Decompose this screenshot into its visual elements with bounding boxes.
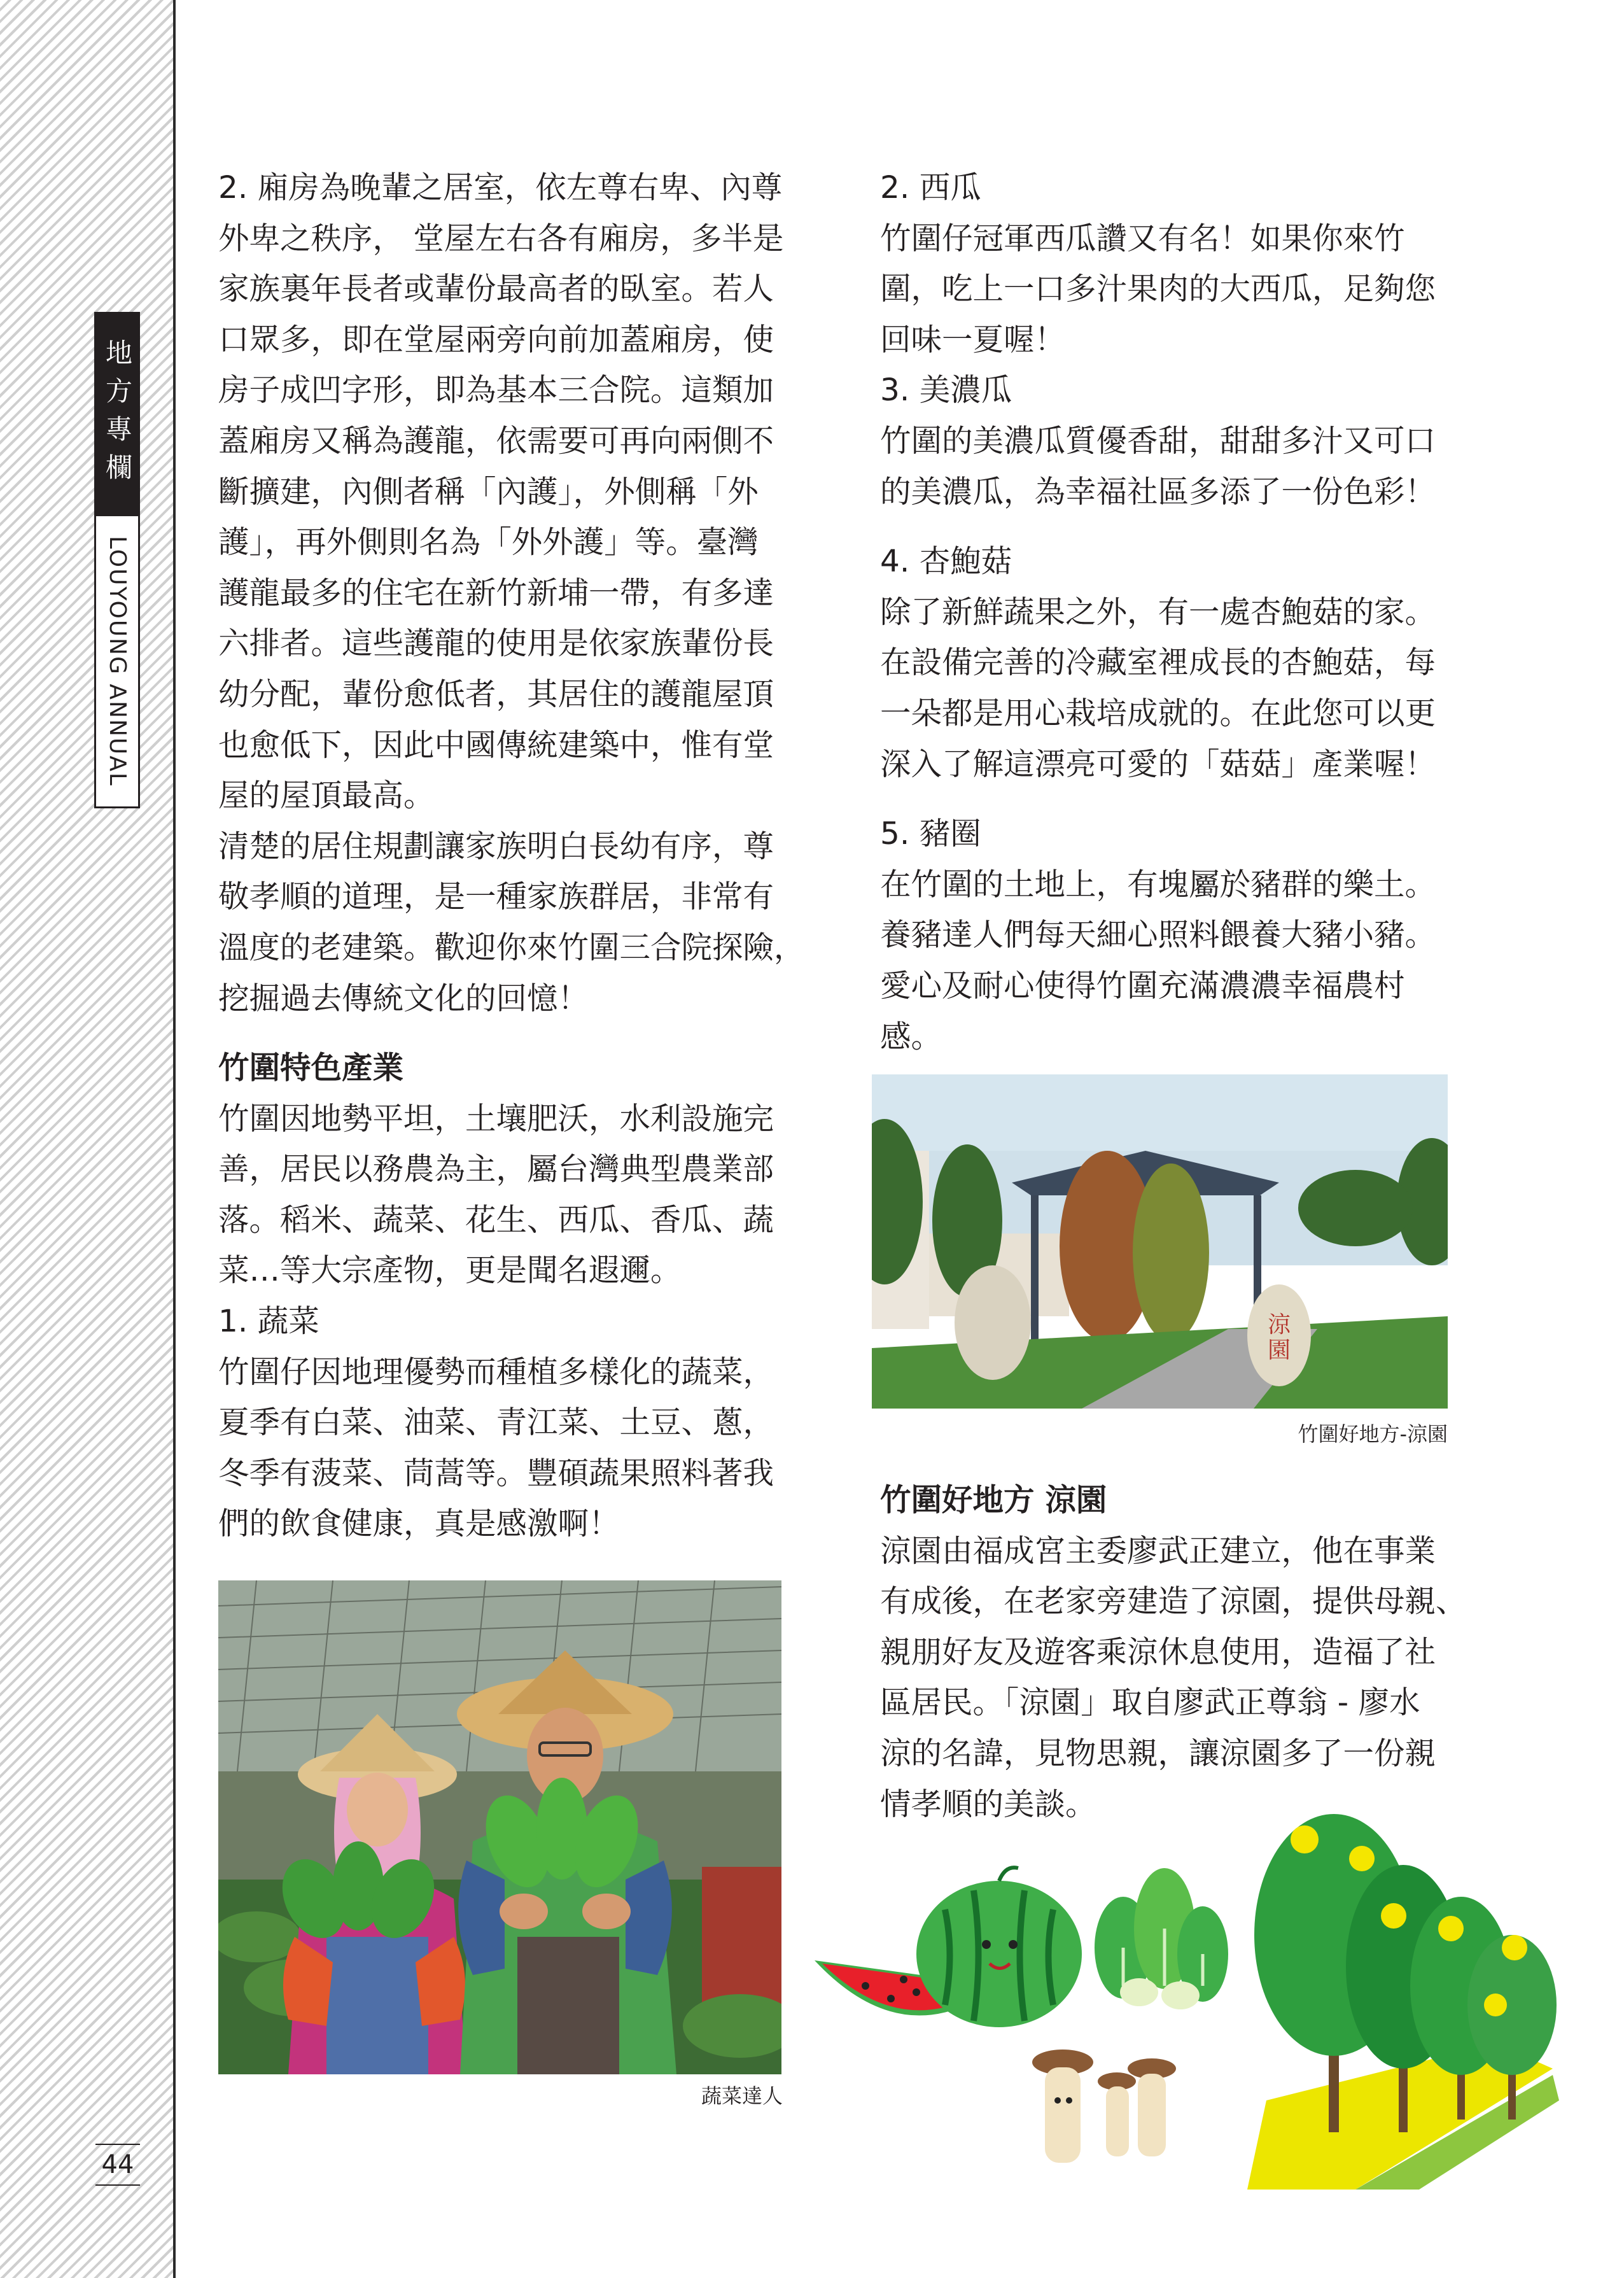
text-line: 的美濃瓜，為幸福社區多添了一份色彩！ <box>880 474 1436 510</box>
industry-heading: 竹圍特色產業 <box>218 1050 404 1086</box>
leafy-greens-icon <box>1095 1868 1228 2009</box>
text-line: 竹圍因地勢平坦，土壤肥沃，水利設施完 <box>218 1100 774 1137</box>
text-line: 竹圍的美濃瓜質優香甜，甜甜多汁又可口 <box>880 423 1436 459</box>
text-line: 斷擴建，內側者稱「內護」，外側稱「外 <box>218 474 759 510</box>
text-line: 冬季有菠菜、茼蒿等。豐碩蔬果照料著我 <box>218 1455 774 1491</box>
striped-margin <box>0 0 173 2278</box>
garden-photo <box>872 1074 1448 1409</box>
garden-stone-text-2: 園 <box>1267 1337 1291 1363</box>
text-line: 1. 蔬菜 <box>218 1304 319 1340</box>
farmers-photo-caption: 蔬菜達人 <box>701 2084 783 2108</box>
produce-illustration <box>808 1801 1559 2190</box>
text-line: 5. 豬圈 <box>880 816 981 852</box>
page-number: 44 <box>95 2144 140 2186</box>
text-line: 落。稻米、蔬菜、花生、西瓜、香瓜、蔬 <box>218 1202 774 1238</box>
text-line: 養豬達人們每天細心照料餵養大豬小豬。 <box>880 917 1436 953</box>
text-line: 竹圍仔因地理優勢而種植多樣化的蔬菜， <box>218 1354 774 1390</box>
garden-photo-caption: 竹圍好地方-涼園 <box>1298 1422 1448 1446</box>
text-line: 4. 杏鮑菇 <box>880 544 1012 580</box>
text-line: 房子成凹字形，即為基本三合院。這類加 <box>218 372 774 409</box>
text-line: 愛心及耐心使得竹圍充滿濃濃幸福農村 <box>880 967 1405 1004</box>
text-line: 回味一夏喔！ <box>880 321 1066 358</box>
text-line: 3. 美濃瓜 <box>880 372 1012 409</box>
publication-label-box <box>96 516 138 806</box>
tree-group-icon <box>1254 1814 1557 2132</box>
mushroom-icon <box>1032 2049 1176 2163</box>
text-line: 溫度的老建築。歡迎你來竹圍三合院探險， <box>218 929 805 966</box>
section-label-box <box>96 314 138 516</box>
left-column <box>218 163 810 1550</box>
text-line: 親朋好友及遊客乘涼休息使用，造福了社 <box>880 1634 1436 1670</box>
text-line: 菜…等大宗產物，更是聞名遐邇。 <box>218 1253 682 1289</box>
garden-heading: 竹圍好地方 涼園 <box>880 1482 1107 1518</box>
text-line: 圍，吃上一口多汁果肉的大西瓜，足夠您 <box>880 271 1436 307</box>
text-line: 幼分配，輩份愈低者，其居住的護龍屋頂 <box>218 676 774 712</box>
garden-stone-text-1: 涼 <box>1267 1312 1291 1338</box>
right-column <box>880 163 1472 1062</box>
text-line: 區居民。「涼園」取自廖武正尊翁 - 廖水 <box>880 1685 1420 1721</box>
text-line: 2. 西瓜 <box>880 170 981 206</box>
text-line: 挖掘過去傳統文化的回憶！ <box>218 980 589 1016</box>
text-line: 竹圍仔冠軍西瓜讚又有名！如果你來竹 <box>880 220 1405 257</box>
text-line: 也愈低下，因此中國傳統建築中，惟有堂 <box>218 727 774 763</box>
text-line: 善，居民以務農為主，屬台灣典型農業部 <box>218 1151 774 1188</box>
text-line: 口眾多，即在堂屋兩旁向前加蓋廂房，使 <box>218 321 774 358</box>
text-line: 情孝順的美談。 <box>880 1786 1096 1822</box>
text-line: 除了新鮮蔬果之外，有一處杏鮑菇的家。 <box>880 594 1436 630</box>
text-line: 在設備完善的冷藏室裡成長的杏鮑菇，每 <box>880 645 1436 681</box>
garden-photo-art <box>872 1074 1448 1409</box>
text-line: 涼的名諱，見物思親，讓涼園多了一份親 <box>880 1735 1436 1771</box>
text-line: 蓋廂房又稱為護龍，依需要可再向兩側不 <box>218 423 774 459</box>
text-line: 護」，再外側則名為「外外護」等。臺灣 <box>218 524 759 561</box>
text-line: 們的飲食健康，真是感激啊！ <box>218 1506 620 1542</box>
text-line: 屋的屋頂最高。 <box>218 778 435 814</box>
text-line: 敬孝順的道理，是一種家族群居，非常有 <box>218 879 774 915</box>
text-line: 六排者。這些護龍的使用是依家族輩份長 <box>218 626 774 662</box>
produce-illustration-art <box>808 1801 1559 2190</box>
farmers-photo <box>218 1580 781 2074</box>
text-line: 夏季有白菜、油菜、青江菜、土豆、蔥， <box>218 1405 774 1441</box>
section-label: 地方專欄 <box>102 339 133 491</box>
text-line: 清楚的居住規劃讓家族明白長幼有序，尊 <box>218 828 774 864</box>
margin-rule <box>173 0 176 2278</box>
garden-section <box>880 1475 1472 1830</box>
text-line: 涼園由福成宮主委廖武正建立，他在事業 <box>880 1533 1436 1569</box>
text-line: 2. 廂房為晚輩之居室，依左尊右卑、內尊 <box>218 170 783 206</box>
text-line: 護龍最多的住宅在新竹新埔一帶，有多達 <box>218 575 774 611</box>
publication-label: LOUYOUNG ANNUAL <box>104 536 130 787</box>
farmers-photo-art <box>218 1580 781 2074</box>
text-line: 在竹圍的土地上，有塊屬於豬群的樂土。 <box>880 866 1436 903</box>
text-line: 有成後，在老家旁建造了涼園，提供母親、 <box>880 1584 1467 1620</box>
text-line: 一朵都是用心栽培成就的。在此您可以更 <box>880 695 1436 731</box>
text-line: 感。 <box>880 1018 942 1055</box>
text-line: 深入了解這漂亮可愛的「菇菇」產業喔！ <box>880 746 1436 782</box>
watermelon-character-icon <box>916 1867 1082 2027</box>
text-line: 外卑之秩序， 堂屋左右各有廂房，多半是 <box>218 220 784 257</box>
text-line: 家族裏年長者或輩份最高者的臥室。若人 <box>218 271 774 307</box>
section-tab <box>94 312 140 808</box>
